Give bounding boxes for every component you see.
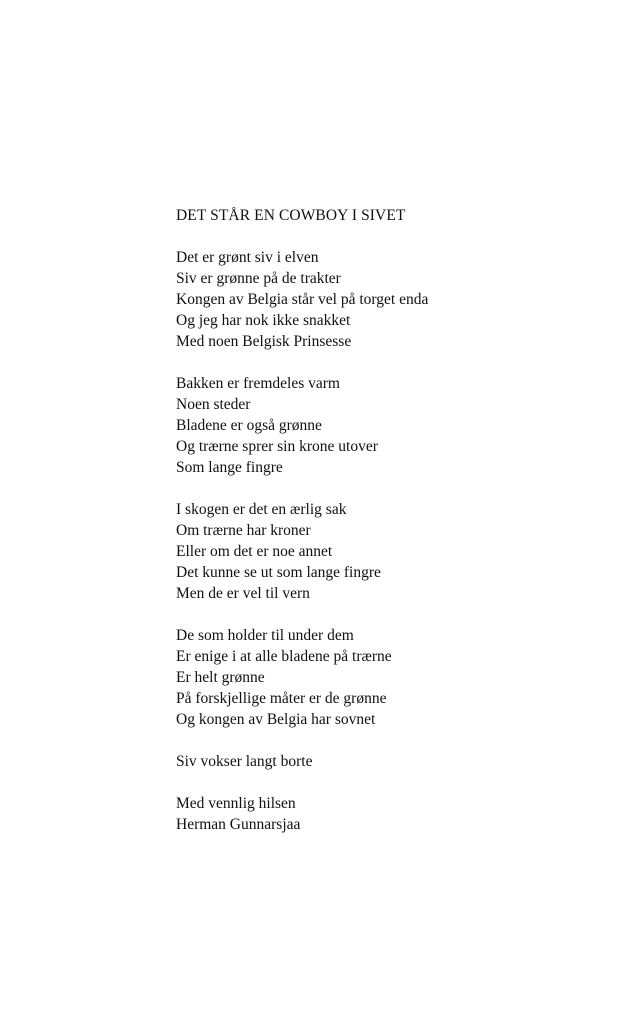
poem-line: De som holder til under dem bbox=[176, 627, 354, 644]
poem-line: Noen steder bbox=[176, 396, 251, 413]
stanza-1 bbox=[176, 247, 596, 352]
poem-line: Er enige i at alle bladene på trærne bbox=[176, 648, 392, 665]
poem-line: Som lange fingre bbox=[176, 459, 283, 476]
poem-line: Og jeg har nok ikke snakket bbox=[176, 312, 351, 329]
poem-title: DET STÅR EN COWBOY I SIVET bbox=[176, 207, 406, 224]
signature-block bbox=[176, 793, 596, 835]
poem-line: Kongen av Belgia står vel på torget enda bbox=[176, 291, 429, 308]
poem-line: Med noen Belgisk Prinsesse bbox=[176, 333, 352, 350]
poem-line: Det kunne se ut som lange fingre bbox=[176, 564, 381, 581]
poem-line: Og trærne sprer sin krone utover bbox=[176, 438, 378, 455]
poem-line: Og kongen av Belgia har sovnet bbox=[176, 711, 376, 728]
poem-line: Siv er grønne på de trakter bbox=[176, 270, 341, 287]
poem-line: På forskjellige måter er de grønne bbox=[176, 690, 387, 707]
poem-line: Bladene er også grønne bbox=[176, 417, 322, 434]
poem bbox=[176, 205, 596, 835]
author-name: Herman Gunnarsjaa bbox=[176, 816, 301, 833]
stanza-4 bbox=[176, 625, 596, 730]
poem-line: Bakken er fremdeles varm bbox=[176, 375, 340, 392]
poem-line: Er helt grønne bbox=[176, 669, 265, 686]
poem-line: Men de er vel til vern bbox=[176, 585, 310, 602]
poem-line: Eller om det er noe annet bbox=[176, 543, 333, 560]
stanza-5 bbox=[176, 751, 596, 772]
closing-greeting: Med vennlig hilsen bbox=[176, 795, 296, 812]
poem-line: Siv vokser langt borte bbox=[176, 753, 313, 770]
stanza-3 bbox=[176, 499, 596, 604]
stanza-2 bbox=[176, 373, 596, 478]
poem-line: Om trærne har kroner bbox=[176, 522, 311, 539]
poem-line: I skogen er det en ærlig sak bbox=[176, 501, 347, 518]
poem-line: Det er grønt siv i elven bbox=[176, 249, 319, 266]
